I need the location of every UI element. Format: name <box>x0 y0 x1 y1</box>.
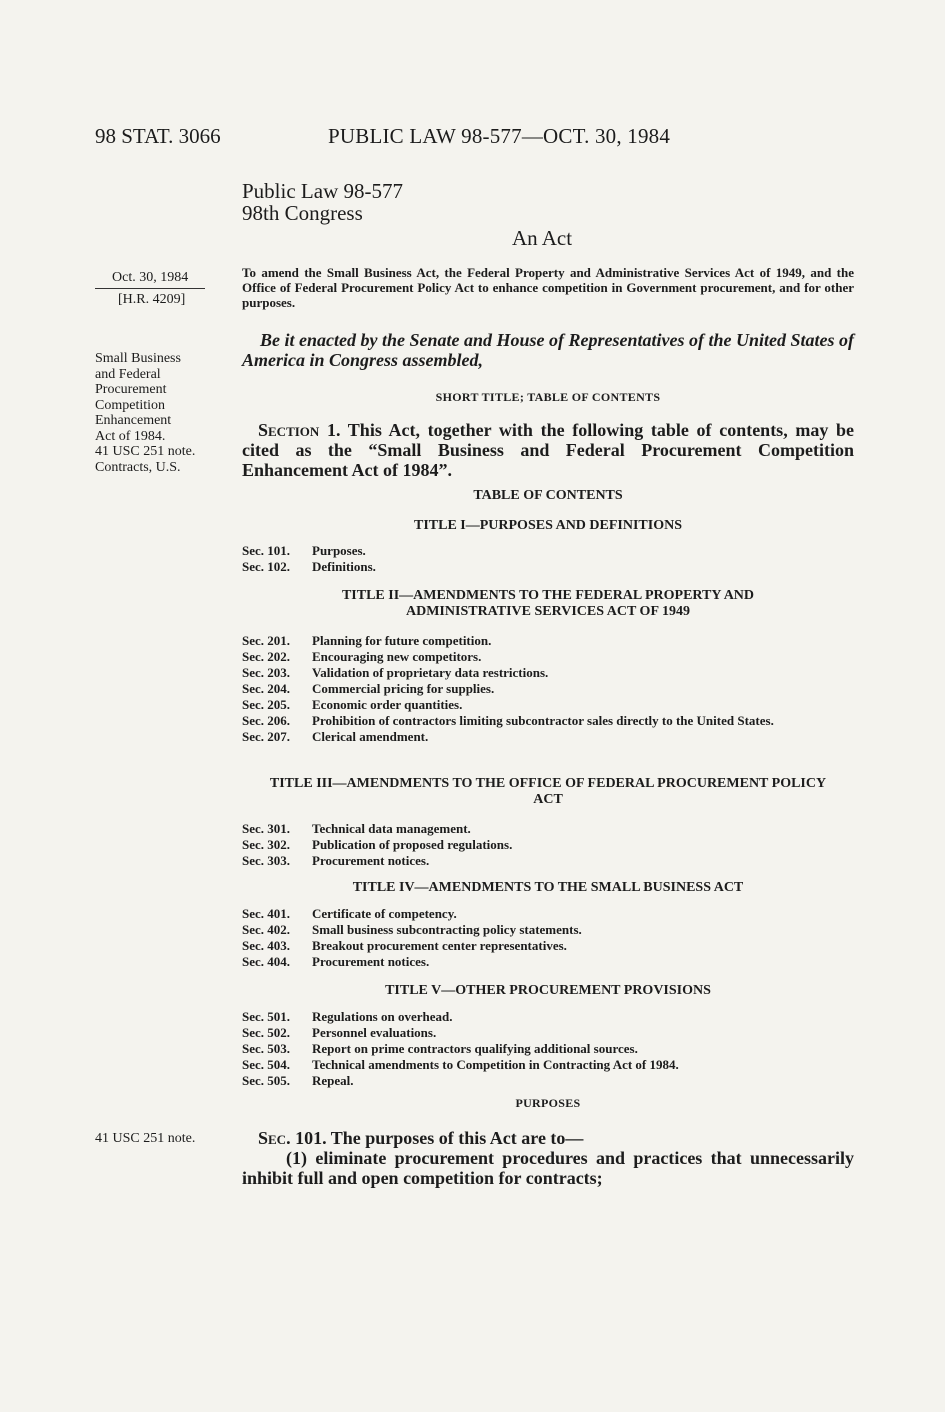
toc-item <box>242 633 854 649</box>
toc-item-number: Sec. 505. <box>242 1073 291 1088</box>
toc-item-text: Purposes. <box>312 543 366 558</box>
toc-item <box>242 906 854 922</box>
toc-title-5-list <box>242 1009 854 1089</box>
toc-item-number: Sec. 206. <box>242 713 291 728</box>
toc-item-number: Sec. 402. <box>242 922 291 937</box>
section-1 <box>242 420 854 480</box>
toc-item-number: Sec. 201. <box>242 633 291 648</box>
short-title-heading: SHORT TITLE; TABLE OF CONTENTS <box>435 390 661 404</box>
section-101-text: 101. The purposes of this Act are to— <box>290 1128 584 1148</box>
toc-title-heading: TITLE I—PURPOSES AND DEFINITIONS <box>413 518 682 533</box>
toc-item-number: Sec. 202. <box>242 649 291 664</box>
toc-item-number: Sec. 504. <box>242 1057 291 1072</box>
margin-note-line: Competition <box>95 397 165 413</box>
toc-item-text: Planning for future competition. <box>312 633 492 648</box>
toc-item-text: Technical data management. <box>312 821 471 836</box>
toc-heading: TABLE OF CONTENTS <box>473 488 623 503</box>
toc-item-text: Clerical amendment. <box>312 729 429 744</box>
toc-title-heading: TITLE V—OTHER PROCUREMENT PROVISIONS <box>385 983 711 998</box>
toc-item-number: Sec. 401. <box>242 906 291 921</box>
toc-item <box>242 954 854 970</box>
toc-item <box>242 1025 854 1041</box>
act-purpose: To amend the Small Business Act, the Federal Property and Administrative Services Act of 1949, and the Office of Federal Procurement Policy Act to enhance competition in Government procurement, and for other purposes. <box>242 265 854 310</box>
toc-item <box>242 665 854 681</box>
law-title-block <box>242 180 403 224</box>
toc-item-number: Sec. 502. <box>242 1025 291 1040</box>
margin-short-title-note <box>95 351 195 475</box>
margin-note-line: 41 USC 251 note. <box>95 444 196 459</box>
toc-item-number: Sec. 101. <box>242 543 291 558</box>
toc-item-text: Prohibition of contractors limiting subcontractor sales directly to the United States. <box>312 713 774 728</box>
toc-item-text: Certificate of competency. <box>312 906 457 921</box>
toc-item-number: Sec. 204. <box>242 681 291 696</box>
toc-item-text: Personnel evaluations. <box>312 1025 437 1040</box>
stat-page-number: 98 STAT. 3066 <box>95 124 221 148</box>
toc-item-text: Procurement notices. <box>312 853 430 868</box>
toc-title-heading: TITLE II—AMENDMENTS TO THE FEDERAL PROPERTY AND ADMINISTRATIVE SERVICES ACT OF 1949 <box>341 588 755 619</box>
toc-item <box>242 649 854 665</box>
section-101-label: Sec. <box>258 1128 291 1148</box>
toc-item-number: Sec. 301. <box>242 821 291 836</box>
margin-note-line: and Federal <box>95 366 161 382</box>
toc-item <box>242 853 854 869</box>
toc-item <box>242 1073 854 1089</box>
toc-item <box>242 1041 854 1057</box>
margin-note-line: Procurement <box>95 382 167 397</box>
toc-item <box>242 821 854 837</box>
toc-item-text: Validation of proprietary data restrictions. <box>312 665 549 680</box>
section-1-label: Section <box>258 420 320 440</box>
toc-item-text: Regulations on overhead. <box>312 1009 453 1024</box>
margin-note-line: Contracts, U.S. <box>95 459 181 475</box>
toc-item-number: Sec. 302. <box>242 837 291 852</box>
toc-item-text: Economic order quantities. <box>312 697 463 712</box>
toc-item-text: Report on prime contractors qualifying additional sources. <box>312 1041 638 1056</box>
act-heading: An Act <box>512 226 573 250</box>
toc-item <box>242 697 854 713</box>
toc-title-2-list <box>242 633 854 745</box>
toc-item-text: Technical amendments to Competition in Contracting Act of 1984. <box>312 1057 679 1072</box>
section-101 <box>242 1128 854 1188</box>
margin-note-line: Act of 1984. <box>95 428 166 444</box>
margin-divider <box>95 288 205 289</box>
public-law-number: Public Law 98-577 <box>242 179 403 203</box>
margin-date: Oct. 30, 1984 <box>112 270 189 285</box>
toc-item <box>242 681 854 697</box>
toc-item-number: Sec. 205. <box>242 697 291 712</box>
toc-item <box>242 1057 854 1073</box>
toc-item-number: Sec. 203. <box>242 665 291 680</box>
toc-title-3-list <box>242 821 854 869</box>
toc-item-text: Publication of proposed regulations. <box>312 837 513 852</box>
toc-title-heading: TITLE IV—AMENDMENTS TO THE SMALL BUSINESS ACT <box>352 880 744 895</box>
toc-item <box>242 1009 854 1025</box>
toc-item-text: Repeal. <box>312 1073 354 1088</box>
section-101-paragraph-1: (1) eliminate procurement procedures and practices that unnecessarily inhibit full and open competition for contracts; <box>242 1148 854 1188</box>
toc-item <box>242 559 854 575</box>
toc-title-4-list <box>242 906 854 970</box>
margin-sec101-note: 41 USC 251 note. <box>95 1131 196 1146</box>
toc-item <box>242 922 854 938</box>
toc-item <box>242 543 854 559</box>
toc-title-heading: TITLE III—AMENDMENTS TO THE OFFICE OF FEDERAL PROCUREMENT POLICY ACT <box>269 776 827 807</box>
section-101-intro <box>242 1128 854 1148</box>
toc-item <box>242 938 854 954</box>
margin-bill-number: [H.R. 4209] <box>118 292 186 307</box>
toc-item <box>242 713 854 729</box>
toc-item-number: Sec. 404. <box>242 954 291 969</box>
toc-item-number: Sec. 403. <box>242 938 291 953</box>
toc-item-text: Breakout procurement center representatives. <box>312 938 567 953</box>
section-1-text: 1. This Act, together with the following table of contents, may be cited as the “Small Business and Federal Procurement Competition Enhancement Act of 1984”. <box>242 420 854 480</box>
toc-item-text: Commercial pricing for supplies. <box>312 681 495 696</box>
purposes-heading: PURPOSES <box>515 1096 581 1110</box>
toc-item-number: Sec. 503. <box>242 1041 291 1056</box>
toc-item-text: Definitions. <box>312 559 376 574</box>
toc-item-number: Sec. 303. <box>242 853 291 868</box>
congress-number: 98th Congress <box>242 201 363 225</box>
toc-item-number: Sec. 207. <box>242 729 291 744</box>
running-header: PUBLIC LAW 98-577—OCT. 30, 1984 <box>328 124 671 148</box>
toc-item-text: Procurement notices. <box>312 954 430 969</box>
toc-item-number: Sec. 501. <box>242 1009 291 1024</box>
toc-item <box>242 837 854 853</box>
toc-item-text: Small business subcontracting policy statements. <box>312 922 582 937</box>
margin-note-line: Small Business <box>95 351 181 366</box>
toc-item-text: Encouraging new competitors. <box>312 649 482 664</box>
toc-item-number: Sec. 102. <box>242 559 291 574</box>
toc-item <box>242 729 854 745</box>
margin-note-line: Enhancement <box>95 413 172 428</box>
toc-title-1-list <box>242 543 854 575</box>
enacting-clause: Be it enacted by the Senate and House of Representatives of the United States of America in Congress assembled, <box>242 330 854 370</box>
